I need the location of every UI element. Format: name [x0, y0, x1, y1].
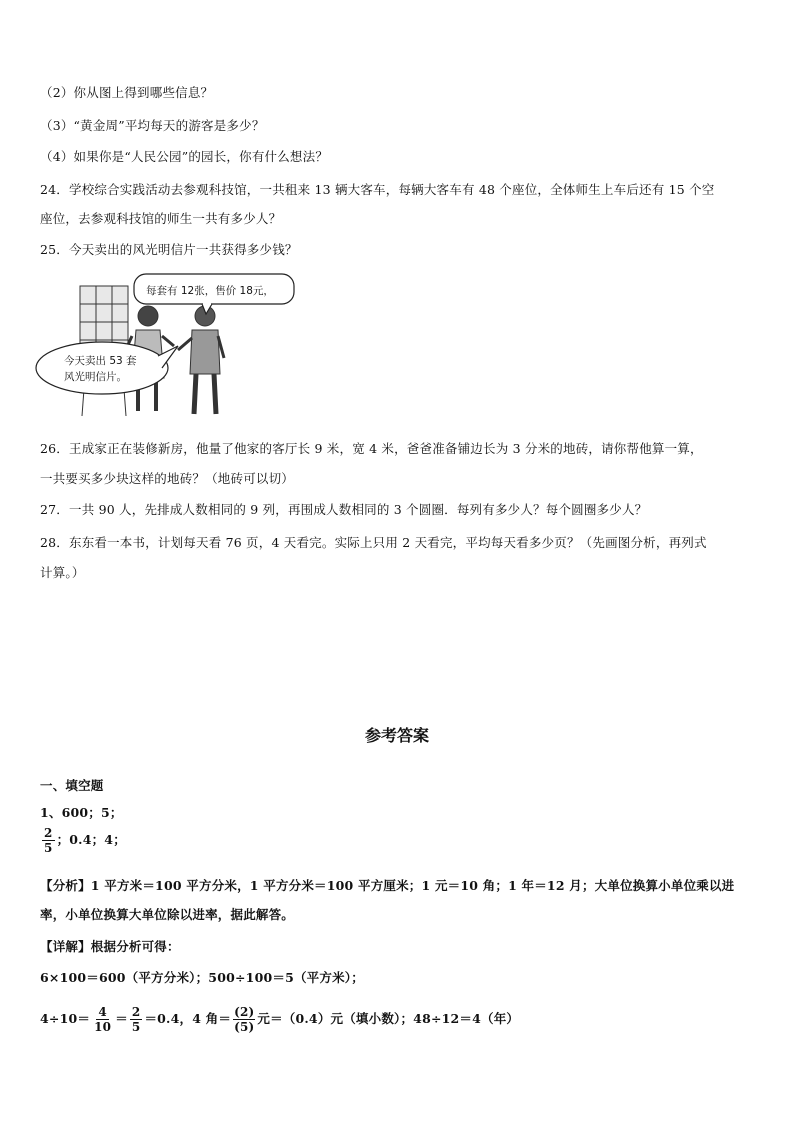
- fraction-numerator: 2: [44, 826, 53, 840]
- answer-1-fraction-line: [40, 826, 126, 855]
- fraction-denominator: 5: [131, 1020, 141, 1034]
- calc2-part-a: 4÷10＝: [40, 1011, 91, 1026]
- calc2-part-b: ＝0.4，4 角＝: [144, 1011, 232, 1026]
- fraction-numerator: (2): [234, 1005, 255, 1019]
- question-25: 25．今天卖出的风光明信片一共获得多少钱？: [40, 242, 298, 257]
- detail-heading: 【详解】根据分析可得：: [40, 939, 180, 954]
- calculation-2: [40, 1005, 519, 1034]
- question-27: 27．一共 90 人，先排成人数相同的 9 列，再围成人数相同的 3 个圆圈．每列有多少人？每个圆圈多少人？: [40, 502, 648, 517]
- fraction-denominator: 10: [94, 1020, 112, 1034]
- question-23-4: （4）如果你是“人民公园”的园长，你有什么想法？: [40, 149, 329, 164]
- question-26-line-2: 一共要买多少块这样的地砖？（地砖可以切）: [40, 471, 295, 486]
- fraction-four-tenths: [92, 1005, 113, 1034]
- fraction-two-fifths: [42, 826, 55, 855]
- answer-1-rest: ；0.4；4；: [56, 832, 126, 847]
- fraction-denominator: (5): [234, 1020, 255, 1034]
- question-23-2: （2）你从图上得到哪些信息？: [40, 85, 214, 100]
- fraction-denominator: 5: [44, 841, 53, 855]
- fraction-numerator: 2: [131, 1005, 141, 1019]
- answers-section-heading: 一、填空题: [40, 778, 104, 793]
- fraction-numerator: 4: [98, 1005, 107, 1019]
- question-28-line-2: 计算。）: [40, 565, 85, 580]
- calc2-equals: ＝: [115, 1011, 128, 1026]
- answers-title: 参考答案: [364, 726, 429, 745]
- answer-1: 1、600；5；: [40, 805, 123, 820]
- postcard-illustration: [30, 266, 300, 424]
- boy-figure: [178, 306, 224, 414]
- analysis-line-2: 率，小单位换算大单位除以进率，据此解答。: [40, 907, 295, 922]
- bubble-left-text-1: 今天卖出 53 套: [64, 355, 137, 367]
- question-28-line-1: 28．东东看一本书，计划每天看 76 页，4 天看完。实际上只用 2 天看完，平均每天看多少页？（先画图分析，再列式: [40, 535, 707, 550]
- question-24-line-2: 座位，去参观科技馆的师生一共有多少人？: [40, 211, 282, 226]
- calculation-1: 6×100＝600（平方分米）；500÷100＝5（平方米）；: [40, 970, 364, 985]
- fraction-two-fifths: [130, 1005, 143, 1034]
- bubble-left-text-2: 风光明信片。: [64, 371, 127, 383]
- fraction-blank-answer: [233, 1005, 255, 1034]
- bubble-top-text: 每套有 12张，售价 18元，: [146, 285, 274, 297]
- question-24-line-1: 24．学校综合实践活动去参观科技馆，一共租来 13 辆大客车，每辆大客车有 48 个座位，全体师生上车后还有 15 个空: [40, 182, 715, 197]
- analysis-line-1: 【分析】1 平方米＝100 平方分米，1 平方分米＝100 平方厘米；1 元＝10 角；1 年＝12 月；大单位换算小单位乘以进: [40, 878, 735, 893]
- question-23-3: （3）“黄金周”平均每天的游客是多少？: [40, 118, 265, 133]
- calc2-part-c: 元＝（0.4）元（填小数）；48÷12＝4（年）: [257, 1011, 520, 1026]
- question-26-line-1: 26．王成家正在装修新房，他量了他家的客厅长 9 米，宽 4 米，爸爸准备铺边长为 3 分米的地砖，请你帮他算一算，: [40, 441, 703, 456]
